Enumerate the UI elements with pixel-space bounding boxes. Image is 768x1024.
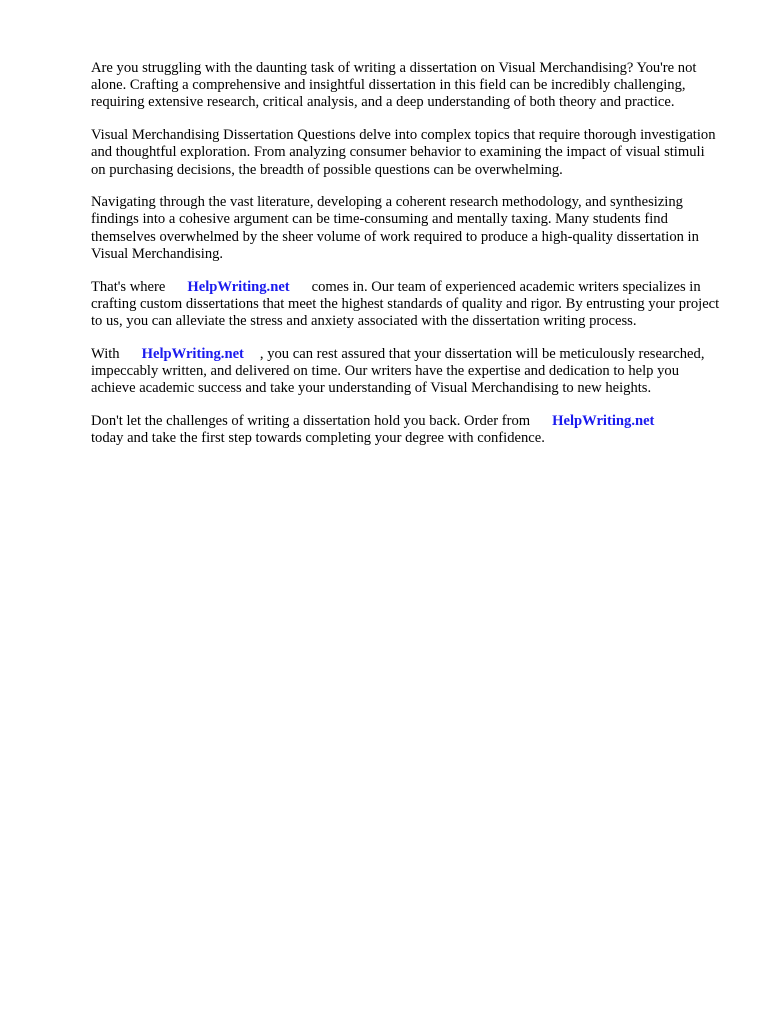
paragraph-assurance-tail: , you can rest assured that your dissertation will be meticulously researched, impeccably written, and delivered on time. Our writers have the expertise and dedication to help you achieve academic success and take your understanding of Visual Merchandising to new heights. xyxy=(91,345,705,397)
helpwriting-link[interactable]: HelpWriting.net xyxy=(141,345,244,362)
paragraph-cta-tail: today and take the first step towards completing your degree with confidence. xyxy=(91,429,545,446)
paragraph-call-to-action xyxy=(91,413,721,447)
paragraph-challenges: Navigating through the vast literature, developing a coherent research methodology, and synthesizing findings into a cohesive argument can be time-consuming and mentally taxing. Many students find themselves overwhelmed by the sheer volume of work required to produce a high-quality dissertation in Visual Merchandising. xyxy=(91,194,699,262)
helpwriting-link[interactable]: HelpWriting.net xyxy=(187,278,290,295)
paragraph-service-lead: That's where xyxy=(91,278,166,295)
paragraph-questions: Visual Merchandising Dissertation Questions delve into complex topics that require thorough investigation and thoughtful exploration. From analyzing consumer behavior to examining the impact of visual stimuli on purchasing decisions, the breadth of possible questions can be overwhelming. xyxy=(91,127,716,178)
paragraph-service-tail: comes in. Our team of experienced academic writers specializes in crafting custom dissertations that meet the highest standards of quality and rigor. By entrusting your project to us, you can alleviate the stress and anxiety associated with the dissertation writing process. xyxy=(91,278,720,329)
paragraph-assurance-lead: With xyxy=(91,345,120,362)
paragraph-assurance xyxy=(91,346,721,398)
document-page xyxy=(91,60,721,463)
helpwriting-link[interactable]: HelpWriting.net xyxy=(552,412,655,429)
paragraph-intro: Are you struggling with the daunting task of writing a dissertation on Visual Merchandising? You're not alone. Crafting a comprehensive and insightful dissertation in this field can be incredibly challenging, requiring extensive research, critical analysis, and a deep understanding of both theory and practice. xyxy=(91,60,697,111)
paragraph-cta-lead: Don't let the challenges of writing a dissertation hold you back. Order from xyxy=(91,412,531,429)
paragraph-service xyxy=(91,279,721,331)
